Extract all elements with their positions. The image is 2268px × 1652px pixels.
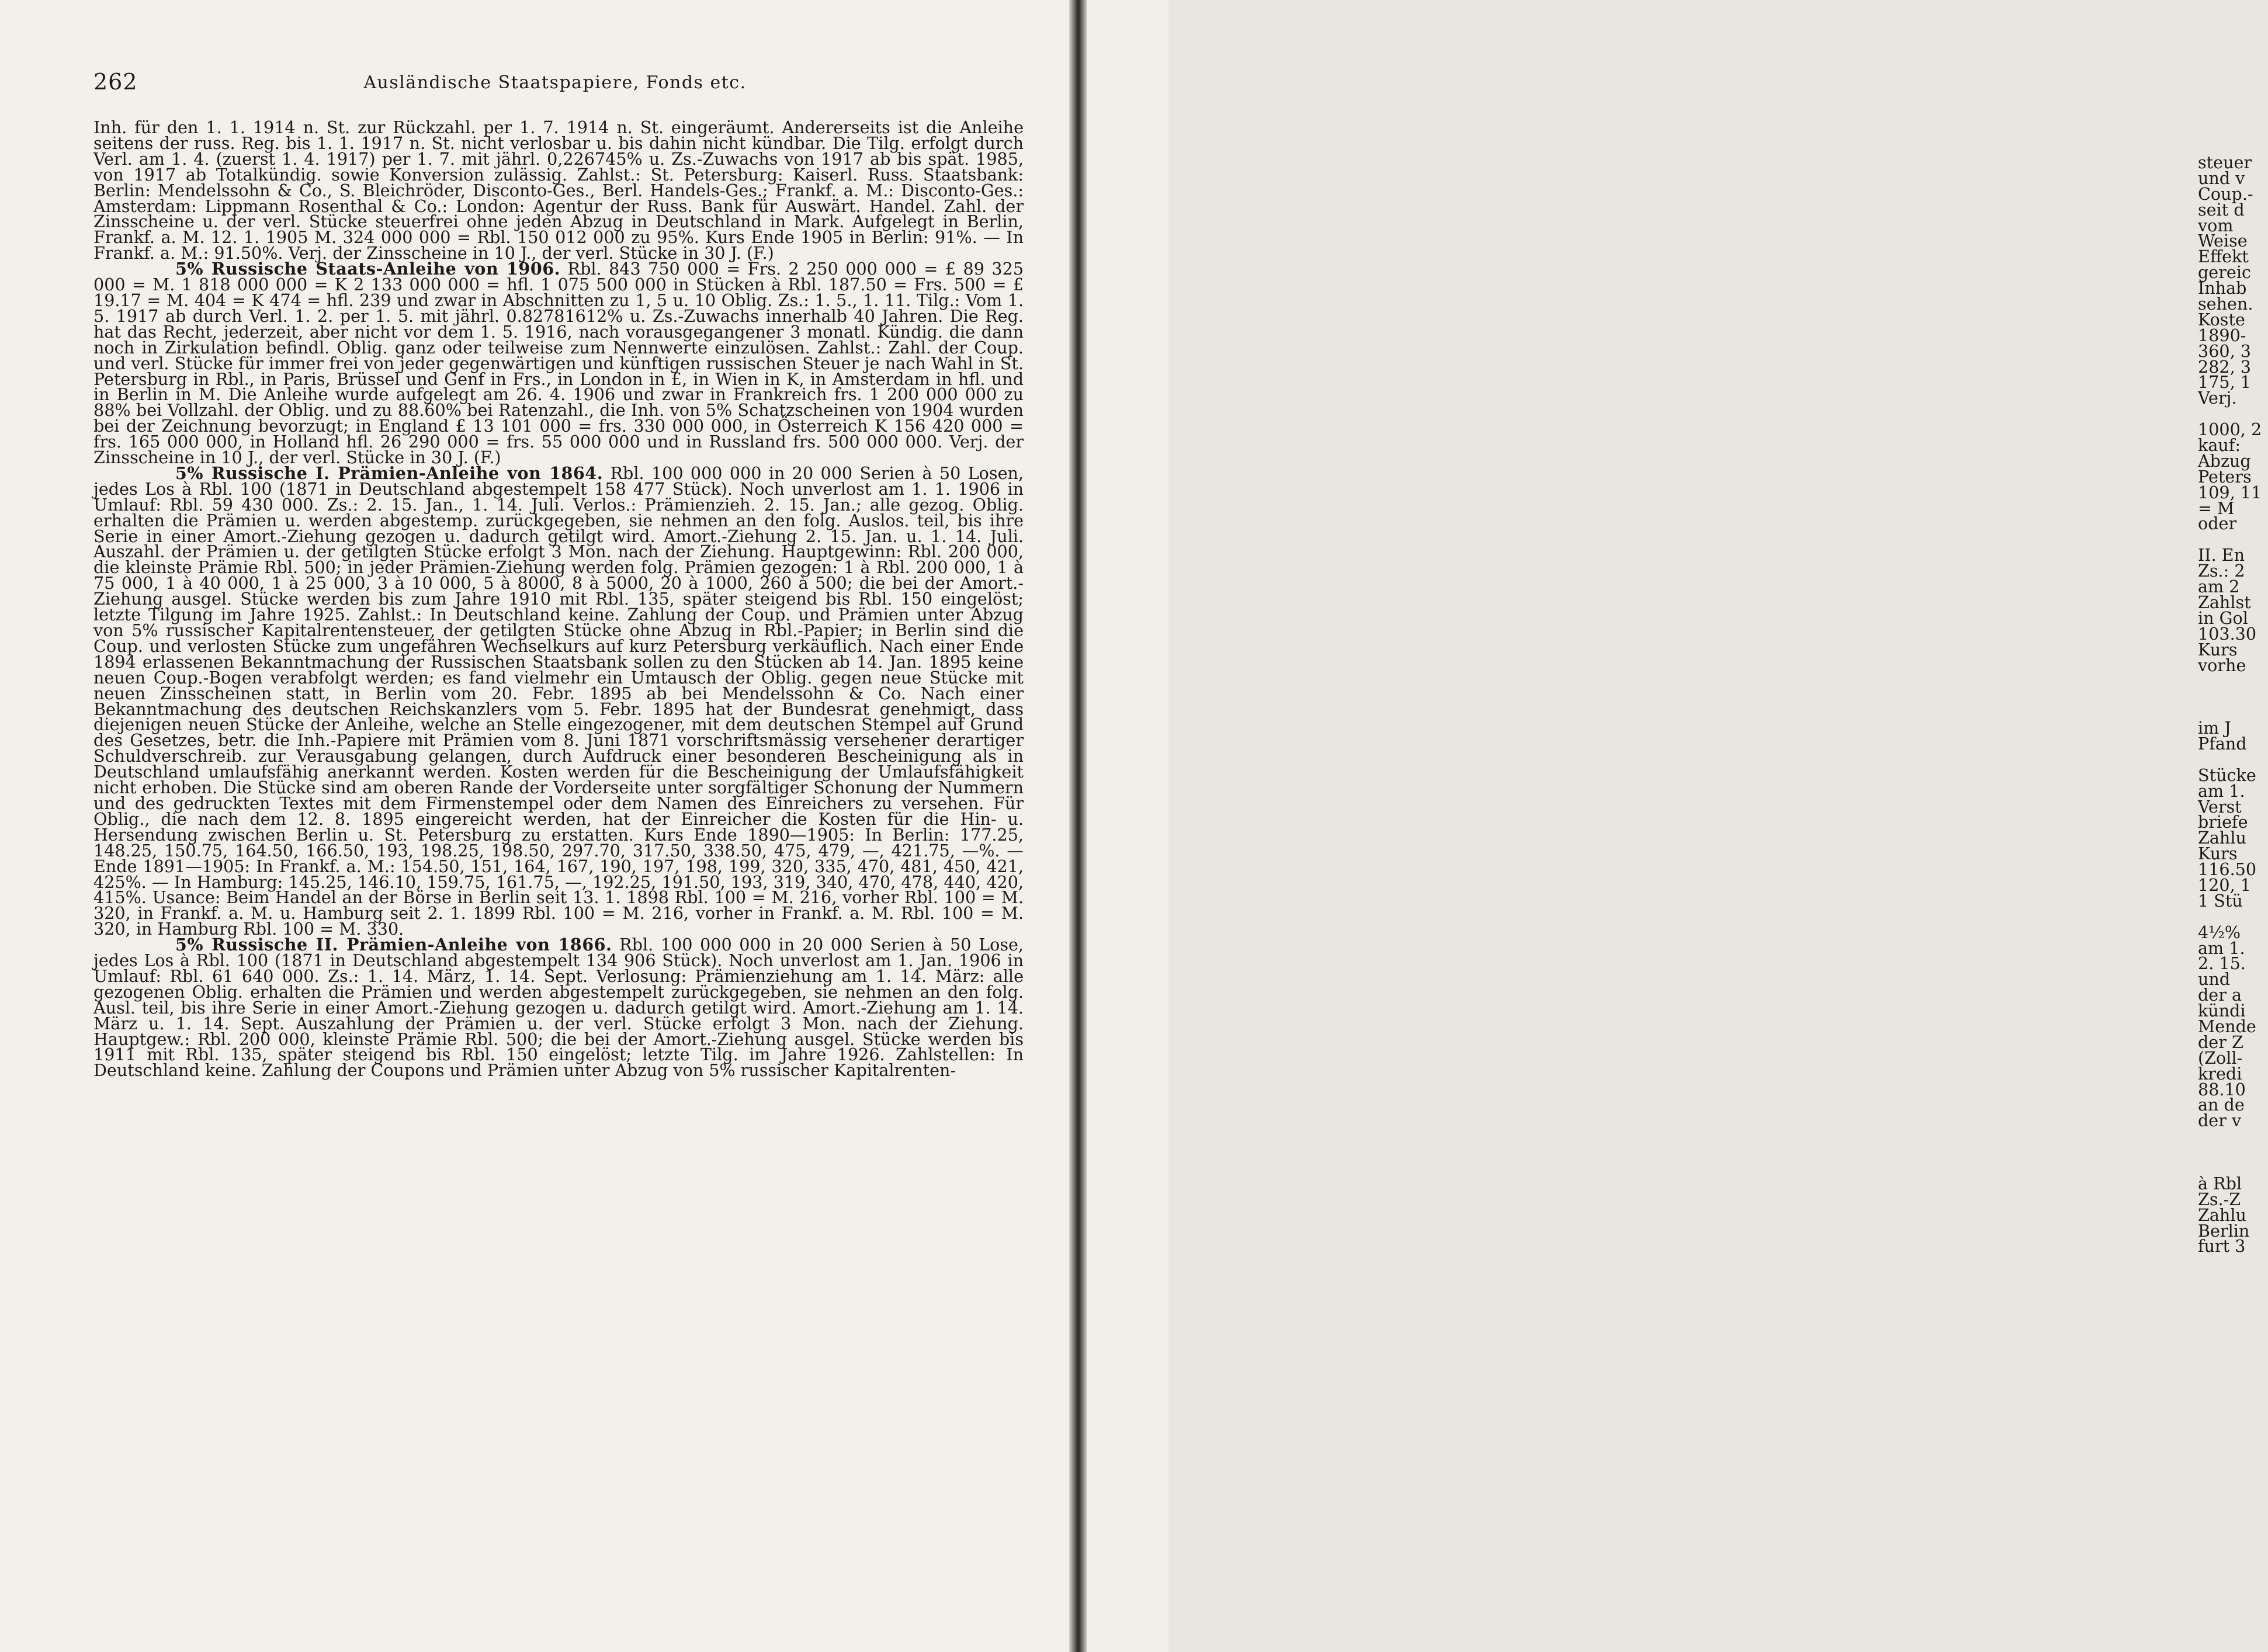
text-fragment: der Z [2198,1032,2243,1052]
text-fragment: seit d [2198,199,2245,220]
text-fragment: Abzug [2198,450,2251,471]
text-fragment: der a [2198,985,2242,1005]
text-fragment: Mende [2198,1016,2256,1036]
text-fragment: Berlin [2198,1220,2250,1241]
entry-heading: 5% Russische II. Prämien-Anleihe von 1866. [175,935,612,955]
text-fragment: briefe [2198,812,2248,832]
text-fragment: Zs.-Z [2198,1189,2241,1209]
entry-praemien-anleihe-1864 [93,463,1024,939]
right-page-text-fragments [2198,152,2268,1257]
text-fragment: Inhab [2198,278,2247,299]
entry-praemien-anleihe-1866 [93,935,1024,1081]
text-fragment: gereic [2198,262,2251,283]
text-fragment: an de [2198,1095,2245,1115]
book-gutter [1069,0,1087,1652]
text-fragment: 282, 3 [2198,356,2251,377]
text-fragment: 1890- [2198,325,2246,345]
text-fragment: 4½% [2198,922,2241,942]
text-fragment: sehen. [2198,294,2253,314]
text-fragment: 120, 1 [2198,874,2251,895]
text-fragment: Pfand [2198,733,2247,754]
right-page-edge [1087,0,2262,1652]
text-fragment: kündi [2198,1001,2246,1021]
text-fragment: II. En [2198,545,2245,565]
text-fragment: steuer [2198,152,2252,172]
left-page [0,0,1078,1652]
text-fragment: 2. 15. [2198,953,2246,974]
entry-heading: 5% Russische I. Prämien-Anleihe von 1864. [175,463,604,483]
text-fragment: à Rbl [2198,1173,2242,1193]
text-fragment: vorhe [2198,655,2246,675]
text-fragment: 109, 11 [2198,482,2262,502]
main-text-column [93,117,1024,1081]
text-fragment: am 1. [2198,938,2245,958]
text-fragment: Kurs [2198,844,2238,864]
text-fragment: Weise [2198,231,2248,251]
text-fragment: in Gol [2198,608,2248,628]
text-fragment: am 1. [2198,780,2245,801]
text-fragment: 360, 3 [2198,341,2251,361]
text-fragment: Zahlst [2198,592,2251,612]
text-fragment: kredi [2198,1063,2242,1084]
text-fragment: Effekt [2198,247,2249,267]
text-fragment: 88.10 [2198,1079,2246,1099]
page-header [93,69,1017,104]
text-fragment: 116.50 [2198,859,2257,880]
text-fragment: 1 Stü [2198,890,2243,911]
entry-text: Rbl. 843 750 000 = Frs. 2 250 000 000 = £ 89 325 000 = M. 1 818 000 000 = K 2 133 000 000 = hfl. 1 075 500 000 in Stücken à Rbl. 187.50 = Frs. 500 = £ 19.17 = M. 404 = K 474 = hfl. 239 und zwar in Abschnitten zu 1, 5 u. 10 Oblig. Zs.: 1. 5., 1. 11. Tilg.: Vom 1. 5. 1917 ab durch Verl. 1. 2. per 1. 5. mit jährl. 0.82781612% u. Zs.-Zuwachs innerhalb 40 Jahren. Die Reg. hat das Recht, jederzeit, aber nicht vor dem 1. 5. 1916, nach vorausgegangener 3 monatl. Kündig. die dann noch in Zirkulation befindl. Oblig. ganz oder teilweise zum Nennwerte einzulösen. Zahlst.: Zahl. der Coup. und verl. Stücke für immer frei von jeder gegenwärtigen und künftigen russischen Steuer je nach Wahl in St. Petersburg in Rbl., in Paris, Brüssel und Genf in Frs., in London in £, in Wien in K, in Amsterdam in hfl. und in Berlin in M. Die Anleihe wurde aufgelegt am 26. 4. 1906 und zwar in Frankreich frs. 1 200 000 000 zu 88% bei Vollzahl. der Oblig. und zu 88.60% bei Ratenzahl., die Inh. von 5% Schatzscheinen von 1904 wurden bei der Zeichnung bevorzugt; in England £ 13 101 000 = frs. 330 000 000, in Österreich K 156 420 000 = frs. 165 000 000, in Holland hfl. 26 290 000 = frs. 55 000 000 und in Russland frs. 500 000 000. Verj. der Zinsscheine in 10 J., der verl. Stücke in 30 J. (F.) [93,259,1024,468]
text-fragment: und v [2198,168,2245,188]
text-fragment: Peters [2198,466,2252,487]
text-fragment: Zahlu [2198,828,2246,848]
text-fragment: am 2 [2198,577,2240,597]
text-fragment: Zs.: 2 [2198,561,2245,581]
text-fragment: (Zoll- [2198,1047,2243,1068]
text-fragment: kauf: [2198,435,2241,456]
text-fragment: 1000, 2 [2198,419,2262,440]
text-fragment: und [2198,969,2231,990]
entry-staats-anleihe-1906 [93,261,1024,466]
text-fragment: Koste [2198,309,2245,329]
text-fragment: oder [2198,513,2237,534]
paragraph-continued: Inh. für den 1. 1. 1914 n. St. zur Rückzahl. per 1. 7. 1914 n. St. eingeräumt. Andererseits ist die Anleihe seitens der russ. Reg. bis 1. 1. 1917 n. St. nicht verlosbar u. bis dahin nicht kündbar. Die Tilg. erfolgt durch Verl. am 1. 4. (zuerst 1. 4. 1917) per 1. 7. mit jährl. 0,226745% u. Zs.-Zuwachs von 1917 ab bis spät. 1985, von 1917 ab Totalkündig. sowie Konversion zulässig. Zahlst.: St. Petersburg: Kaiserl. Russ. Staatsbank: Berlin: Mendelssohn & Co., S. Bleichröder, Disconto-Ges., Berl. Handels-Ges.; Frankf. a. M.: Disconto-Ges.: Amsterdam: Lippmann Rosenthal & Co.: London: Agentur der Russ. Bank für Auswärt. Handel. Zahl. der Zinsscheine u. der verl. Stücke steuerfrei ohne jeden Abzug in Deutschland in Mark. Aufgelegt in Berlin, Frankf. a. M. 12. 1. 1905 M. 324 000 000 = Rbl. 150 012 000 zu 95%. Kurs Ende 1905 in Berlin: 91%. — In Frankf. a. M.: 91.50%. Verj. der Zinsscheine in 10 J., der verl. Stücke in 30 J. (F.) [93,117,1024,263]
page-number: 262 [93,69,138,95]
text-fragment: furt 3 [2198,1236,2246,1257]
text-fragment: 103.30 [2198,623,2257,644]
text-fragment: = M [2198,498,2235,518]
text-fragment: Coup.- [2198,183,2253,204]
entry-heading: 5% Russische Staats-Anleihe von 1906. [175,259,561,279]
text-fragment: Zahlu [2198,1205,2246,1225]
text-fragment: der v [2198,1110,2242,1131]
text-fragment: im J [2198,718,2231,738]
text-fragment: vom [2198,215,2234,235]
text-fragment: Kurs [2198,639,2238,660]
text-fragment: Stücke [2198,765,2256,785]
entry-text: Rbl. 100 000 000 in 20 000 Serien à 50 Lose, jedes Los à Rbl. 100 (1871 in Deutschland abgestempelt 134 906 Stück). Noch unverlost am 1. Jan. 1906 in Umlauf: Rbl. 61 640 000. Zs.: 1. 14. März, 1. 14. Sept. Verlosung: Prämienziehung am 1. 14. März: alle gezogenen Oblig. erhalten die Prämien und werden abgestempelt zurückgegeben, sie nehmen an den folg. Ausl. teil, bis ihre Serie in einer Amort.-Ziehung gezogen u. dadurch getilgt wird. Amort.-Ziehung am 1. 14. März u. 1. 14. Sept. Auszahlung der Prämien u. der verl. Stücke erfolgt 3 Mon. nach der Ziehung. Hauptgew.: Rbl. 200 000, kleinste Prämie Rbl. 500; die bei der Amort.-Ziehung ausgel. Stücke werden bis 1911 mit Rbl. 135, später steigend bis Rbl. 150 eingelöst; letzte Tilg. im Jahre 1926. Zahlstellen: In Deutschland keine. Zahlung der Coupons und Prämien unter Abzug von 5% russischer Kapitalrenten- [93,935,1024,1081]
text-fragment: 175, 1 [2198,372,2251,393]
entry-text: Rbl. 100 000 000 in 20 000 Serien à 50 Losen, jedes Los à Rbl. 100 (1871 in Deutschland abgestempelt 158 477 Stück). Noch unverlost am 1. 1. 1906 in Umlauf: Rbl. 59 430 000. Zs.: 2. 15. Jan., 1. 14. Juli. Verlos.: Prämienzieh. 2. 15. Jan.; alle gezog. Oblig. erhalten die Prämien u. werden abgestemp. zurückgegeben, sie nehmen an den folg. Auslos. teil, bis ihre Serie in einer Amort.-Ziehung gezogen u. dadurch getilgt wird. Amort.-Ziehung 2. 15. Jan. u. 1. 14. Juli. Auszahl. der Prämien u. der getilgten Stücke erfolgt 3 Mon. nach der Ziehung. Hauptgewinn: Rbl. 200 000, die kleinste Prämie Rbl. 500; in jeder Prämien-Ziehung werden folg. Prämien gezogen: 1 à Rbl. 200 000, 1 à 75 000, 1 à 40 000, 1 à 25 000, 3 à 10 000, 5 à 8000, 8 à 5000, 20 à 1000, 260 à 500; die bei der Amort.-Ziehung ausgel. Stücke werden bis zum Jahre 1910 mit Rbl. 135, später steigend bis Rbl. 150 eingelöst; letzte Tilgung im Jahre 1925. Zahlst.: In Deutschland keine. Zahlung der Coup. und Prämien unter Abzug von 5% russischer Kapitalrentensteuer, der getilgten Stücke ohne Abzug in Rbl.-Papier; in Berlin sind die Coup. und verlosten Stücke zum ungefähren Wechselkurs auf kurz Petersburg verkäuflich. Nach einer Ende 1894 erlassenen Bekanntmachung der Russischen Staatsbank sollen zu den Stücken ab 14. Jan. 1895 keine neuen Coup.-Bogen verabfolgt werden; es fand vielmehr ein Umtausch der Oblig. gegen neue Stücke mit neuen Zinsscheinen statt, in Berlin vom 20. Febr. 1895 ab bei Mendelssohn & Co. Nach einer Bekanntmachung des deutschen Reichskanzlers vom 5. Febr. 1895 hat der Bundesrat genehmigt, dass diejenigen neuen Stücke der Anleihe, welche an Stelle eingezogener, mit dem deutschen Stempel auf Grund des Gesetzes, betr. die Inh.-Papiere mit Prämien vom 8. Juni 1871 vorschriftsmässig versehener derartiger Schuldverschreib. zur Verausgabung gelangen, durch Aufdruck einer besonderen Bescheinigung als in Deutschland umlaufsfähig anerkannt werden. Kosten werden für die Bescheinigung der Umlaufsfähigkeit nicht erhoben. Die Stücke sind am oberen Rande der Vorderseite unter sorgfältiger Schonung der Nummern und des gedruckten Textes mit dem Firmenstempel oder dem Namen des Einreichers zu versehen. Für Oblig., die nach dem 12. 8. 1895 eingereicht werden, hat der Einreicher die Kosten für die Hin- u. Hersendung zwischen Berlin u. St. Petersburg zu erstatten. Kurs Ende 1890—1905: In Berlin: 177.25, 148.25, 150.75, 164.50, 166.50, 193, 198.25, 198.50, 297.70, 317.50, 338.50, 475, 479, —, 421.75, —%. — Ende 1891—1905: In Frankf. a. M.: 154.50, 151, 164, 167, 190, 197, 198, 199, 320, 335, 470, 481, 450, 421, 425%. — In Hamburg: 145.25, 146.10, 159.75, 161.75, —, 192.25, 191.50, 193, 319, 340, 470, 478, 440, 420, 415%. Usance: Beim Handel an der Börse in Berlin seit 13. 1. 1898 Rbl. 100 = M. 216, vorher Rbl. 100 = M. 320, in Frankf. a. M. u. Hamburg seit 2. 1. 1899 Rbl. 100 = M. 216, vorher in Frankf. a. M. Rbl. 100 = M. 320, in Hamburg Rbl. 100 = M. 330. [93,463,1024,939]
running-title: Ausländische Staatspapiere, Fonds etc. [363,72,747,93]
text-fragment: Verj. [2198,388,2237,408]
text-fragment: Verst [2198,796,2242,817]
